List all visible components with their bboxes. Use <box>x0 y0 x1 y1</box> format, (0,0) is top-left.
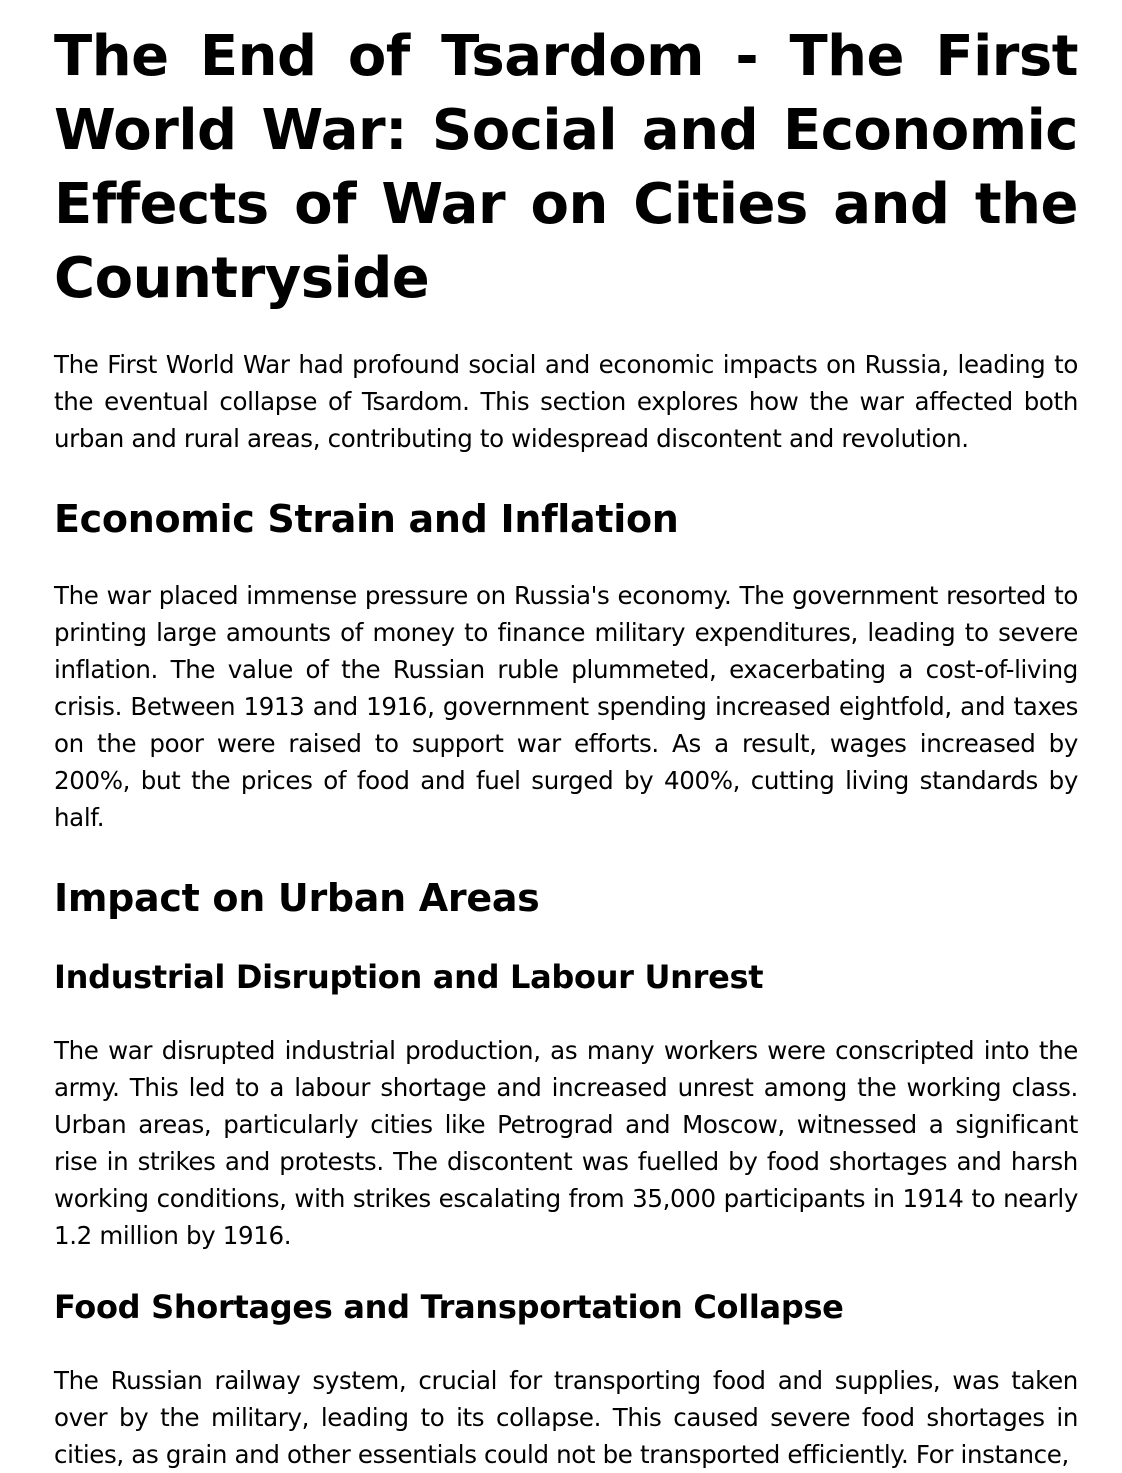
subsection-heading: Food Shortages and Transportation Collapse <box>54 1288 844 1326</box>
section-paragraph: The war placed immense pressure on Russia's economy. The government resorted to printing large amounts of money to finance military expenditures, leading to severe inflation. The value of the Russian ruble plummeted, exacerbating a cost-of-living crisis. Between 1913 and 1916, government spending increased eightfold, and taxes on the poor were raised to support war efforts. As a result, wages increased by 200%, but the prices of food and fuel surged by 400%, cutting living standards by half. <box>54 581 1078 832</box>
subsection-industrial-disruption <box>54 956 1078 1254</box>
subsection-heading: Industrial Disruption and Labour Unrest <box>54 958 764 996</box>
section-heading: Economic Strain and Inflation <box>54 497 679 541</box>
subsection-paragraph: The Russian railway system, crucial for transporting food and supplies, was taken over by the military, leading to its collapse. This caused severe food shortages in cities, as grain and other essentials could not be transported efficiently. For instance, <box>54 1366 1078 1469</box>
section-urban-impact <box>54 874 1078 1473</box>
subsection-paragraph: The war disrupted industrial production, as many workers were conscripted into the army. This led to a labour shortage and increased unrest among the working class. Urban areas, particularly cities like Petrograd and Moscow, witnessed a significant rise in strikes and protests. The discontent was fuelled by food shortages and harsh working conditions, with strikes escalating from 35,000 participants in 1914 to nearly 1.2 million by 1916. <box>54 1036 1078 1250</box>
intro-paragraph: The First World War had profound social and economic impacts on Russia, leading to the eventual collapse of Tsardom. This section explores how the war affected both urban and rural areas, contributing to widespread discontent and revolution. <box>54 350 1078 453</box>
document-title: The End of Tsardom - The First World War: Social and Economic Effects of War on Cities and the Countryside <box>54 24 1078 311</box>
subsection-food-shortages <box>54 1286 1078 1473</box>
section-heading: Impact on Urban Areas <box>54 876 540 920</box>
section-economic-strain <box>54 495 1078 836</box>
